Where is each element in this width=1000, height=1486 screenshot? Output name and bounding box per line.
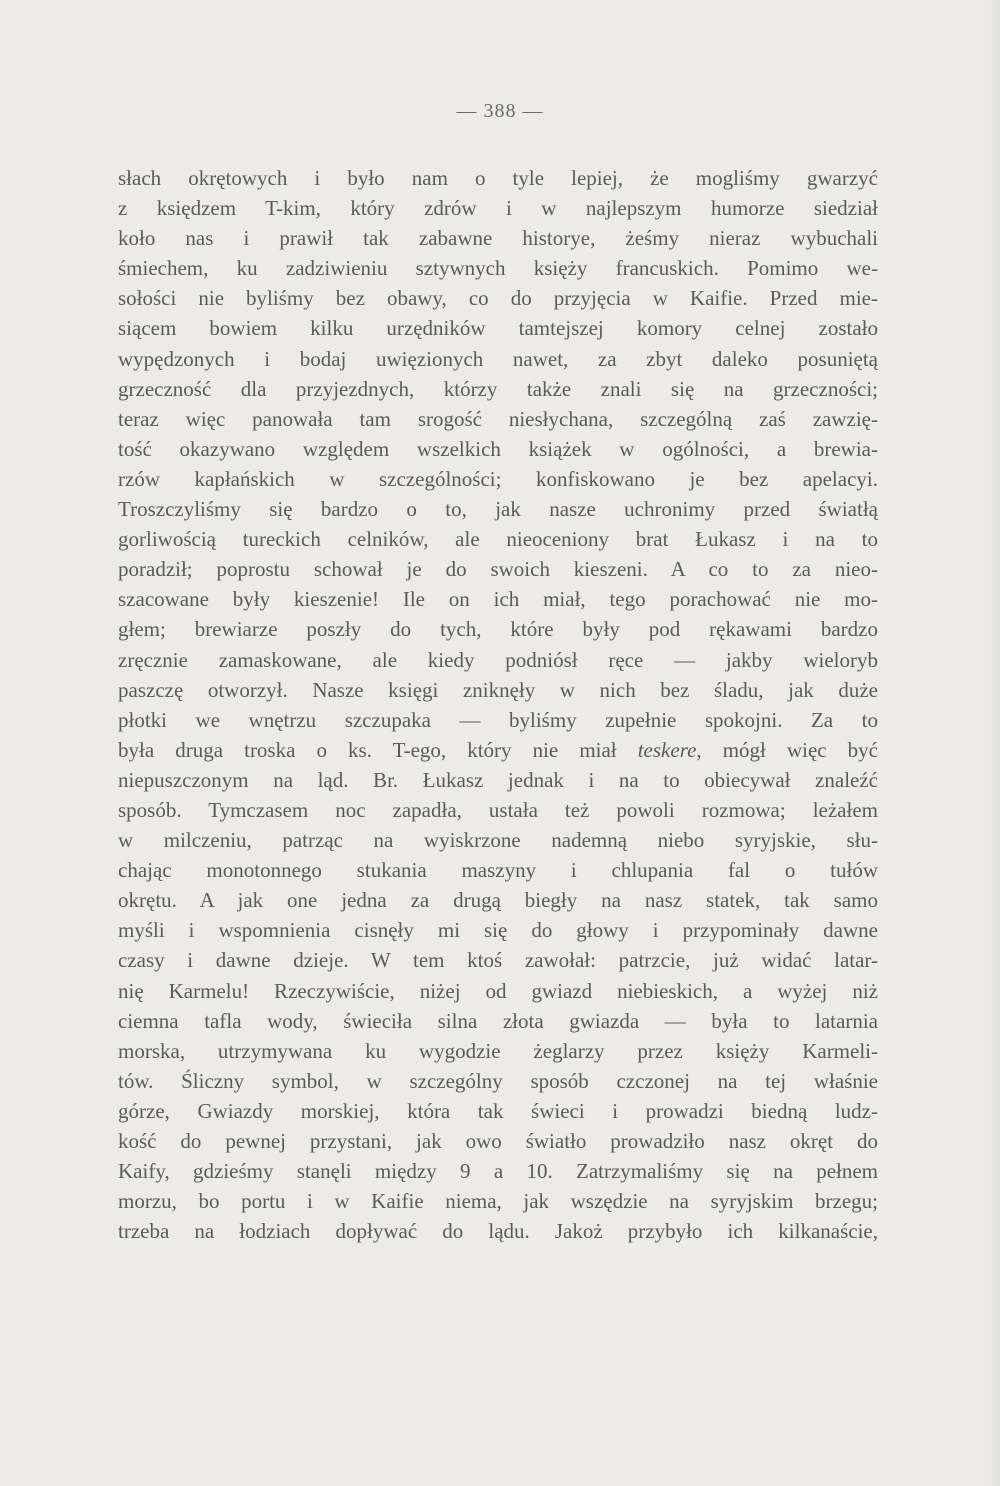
text-line: gorliwością tureckich celników, ale nieoceniony brat Łukasz i na to <box>118 527 878 552</box>
text-line: grzeczność dla przyjezdnych, którzy także znali się na grzeczności; <box>118 376 878 401</box>
text-line: morzu, bo portu i w Kaifie niema, jak wszędzie na syryjskim brzegu; <box>118 1189 878 1214</box>
text-line: trzeba na łodziach dopływać do lądu. Jakoż przybyło ich kilkanaście, <box>118 1219 878 1244</box>
text-line: paszczę otworzył. Nasze księgi zniknęły w nich bez śladu, jak duże <box>118 677 878 702</box>
text-line: w milczeniu, patrząc na wyiskrzone nademną niebo syryjskie, słu- <box>118 828 878 853</box>
text-line: Kaify, gdzieśmy stanęli między 9 a 10. Zatrzymaliśmy się na pełnem <box>118 1159 878 1184</box>
text-line: okrętu. A jak one jedna za drugą biegły na nasz statek, tak samo <box>118 888 878 913</box>
text-line: śmiechem, ku zadziwieniu sztywnych księży francuskich. Pomimo we- <box>118 256 878 281</box>
text-line: niepuszczonym na ląd. Br. Łukasz jednak i na to obiecywał znaleźć <box>118 767 878 792</box>
text-line: siącem bowiem kilku urzędników tamtejszej komory celnej zostało <box>118 316 878 341</box>
text-line: słach okrętowych i było nam o tyle lepiej, że mogliśmy gwarzyć <box>118 166 878 190</box>
text-line: płotki we wnętrzu szczupaka — byliśmy zupełnie spokojni. Za to <box>118 707 878 732</box>
text-line: ciemna tafla wody, świeciła silna złota gwiazda — była to latarnia <box>118 1008 878 1033</box>
text-line: chając monotonnego stukania maszyny i chlupania fal o tułów <box>118 858 878 883</box>
text-line: nię Karmelu! Rzeczywiście, niżej od gwiazd niebieskich, a wyżej niż <box>118 978 878 1003</box>
text-line: myśli i wspomnienia cisnęły mi się do głowy i przypominały dawne <box>118 918 878 943</box>
text-line: tość okazywano względem wszelkich książek w ogólności, a brewia- <box>118 436 878 461</box>
text-line: wypędzonych i bodaj uwięzionych nawet, za zbyt daleko posuniętą <box>118 346 878 371</box>
body-text <box>118 163 878 1246</box>
text-line: tów. Śliczny symbol, w szczególny sposób czczonej na tej właśnie <box>118 1068 878 1093</box>
text-line: kość do pewnej przystani, jak owo światło prowadziło nasz okręt do <box>118 1129 878 1153</box>
text-line: sposób. Tymczasem noc zapadła, ustała też powoli rozmowa; leżałem <box>118 797 878 822</box>
text-line: Troszczyliśmy się bardzo o to, jak nasze uchronimy przed światłą <box>118 497 878 522</box>
italic-word: teskere <box>637 737 697 762</box>
text-line: morska, utrzymywana ku wygodzie żeglarzy przez księży Karmeli- <box>118 1038 878 1063</box>
text-line: czasy i dawne dzieje. W tem ktoś zawołał: patrzcie, już widać latar- <box>118 948 878 973</box>
page-number: — 388 — <box>456 100 544 122</box>
text-line: teraz więc panowała tam srogość niesłychana, szczególną zaś zawzię- <box>118 406 878 431</box>
text-line: poradził; poprostu schował je do swoich kieszeni. A co to za nieo- <box>118 557 878 582</box>
text-line: górze, Gwiazdy morskiej, która tak świeci i prowadzi biedną ludz- <box>118 1098 878 1123</box>
text-line: rzów kapłańskich w szczególności; konfiskowano je bez apelacyi. <box>118 466 878 491</box>
text-line: sołości nie byliśmy bez obawy, co do przyjęcia w Kaifie. Przed mie- <box>118 286 878 311</box>
text-line: koło nas i prawił tak zabawne historye, żeśmy nieraz wybuchali <box>118 226 878 251</box>
text-line: zręcznie zamaskowane, ale kiedy podniósł ręce — jakby wieloryb <box>118 647 878 672</box>
text-line: szacowane były kieszenie! Ile on ich miał, tego porachować nie mo- <box>118 587 878 612</box>
text-line: z księdzem T-kim, który zdrów i w najlepszym humorze siedział <box>118 196 878 221</box>
text-line: była druga troska o ks. T-ego, który nie miał teskere, mógł więc być <box>118 737 878 762</box>
page-edge <box>986 0 1000 1486</box>
text-line: głem; brewiarze poszły do tych, które były pod rękawami bardzo <box>118 617 878 642</box>
